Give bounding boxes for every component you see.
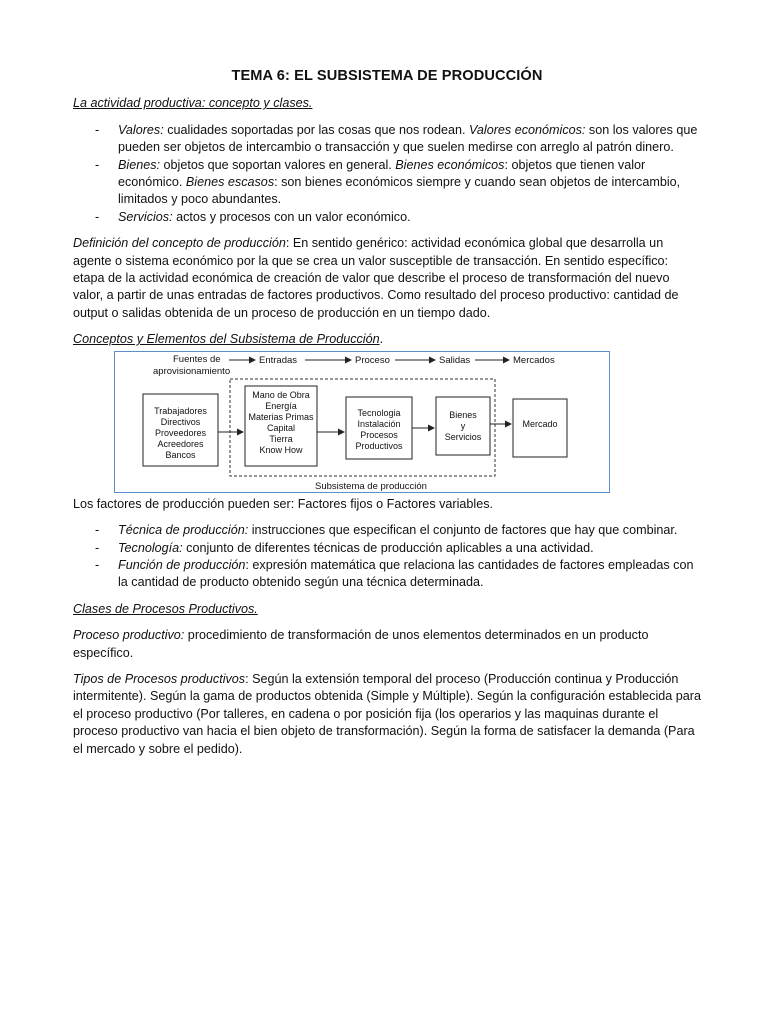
section-heading-conceptos — [73, 331, 701, 348]
list-valores-bienes-servicios — [73, 122, 701, 226]
box2-line-5: Know How — [259, 444, 303, 455]
box2-line-4: Tierra — [269, 433, 293, 444]
term: Técnica de producción: — [118, 523, 249, 538]
box2-line-1: Energía — [265, 400, 297, 411]
term: Proceso productivo: — [73, 628, 185, 643]
text: instrucciones que especifican el conjunto de factores que hay que combinar. — [248, 523, 678, 538]
factors-paragraph: Los factores de producción pueden ser: Factores fijos o Factores variables. — [73, 496, 494, 511]
text: cualidades soportadas por las cosas que nos rodean. — [163, 122, 469, 137]
box3-line-3: Productivos — [355, 440, 403, 451]
section-heading-actividad — [73, 95, 701, 112]
heading-suffix: . — [379, 332, 384, 347]
label-proceso: Proceso — [355, 354, 390, 366]
box4-line-1: y — [460, 420, 466, 431]
proceso-paragraph — [73, 627, 701, 662]
definition-paragraph — [73, 235, 701, 322]
box1-line-2: Proveedores — [154, 427, 207, 438]
text: actos y procesos con un valor económico. — [172, 209, 411, 224]
term: Valores: — [118, 122, 164, 137]
list-item-funcion — [73, 557, 701, 592]
document-body — [73, 68, 701, 767]
box2-line-3: Capital — [266, 422, 296, 433]
term: Tipos de Procesos productivos — [73, 671, 246, 686]
term: Tecnología: — [118, 540, 183, 555]
label-fuentes-line2: aprovisionamiento — [153, 365, 231, 377]
term: Servicios: — [118, 209, 173, 224]
text: : En sentido genérico: actividad económica global que desarrolla un agente o sistema económico por la que se crea un valor susceptible de transacción. En sentido específico: etapa de la actividad económica de creación de valor que describe el proceso de transformación del nuevo valor, a partir de unas entradas de factores productivos. Como resultado del proceso productivo: cantidad de output o salidas obtenida de un proceso de producción en un tiempo dado. — [73, 236, 679, 320]
box1-line-1: Directivos — [160, 416, 201, 427]
section-heading-clases — [73, 601, 701, 618]
box2-line-0: Mano de Obra — [252, 389, 310, 400]
term: Bienes económicos — [395, 157, 505, 172]
label-salidas: Salidas — [439, 354, 471, 366]
heading-text: Conceptos y Elementos del Subsistema de Producción — [73, 332, 380, 347]
box2-line-2: Materias Primas — [248, 411, 314, 422]
production-subsystem-diagram — [114, 351, 610, 493]
term: Valores económicos: — [468, 122, 586, 137]
label-mercados: Mercados — [513, 354, 555, 366]
box5-line-0: Mercado — [522, 418, 558, 429]
box3-line-2: Procesos — [360, 429, 398, 440]
list-item-bienes — [73, 157, 701, 209]
text: : Según la extensión temporal del proceso (Producción continua y Producción intermitente). Según la gama de productos obtenida (Simple y Múltiple). Según la configuración establecida para el proceso productivo (Por talleres, en cadena o por posición fija (los operarios y las maquinas durante el proceso productivo van hacia el bien objeto de transformación). Según la forma de satisfacer la demanda (Para el mercado y sobre el pedido). — [73, 671, 701, 756]
box4-line-0: Bienes — [449, 409, 477, 420]
heading-text: Clases de Procesos Productivos. — [73, 601, 258, 616]
box1-line-4: Bancos — [165, 449, 196, 460]
text: : son bienes económicos siempre y cuando sean objetos de intercambio, limitados y poco abundantes. — [118, 175, 681, 207]
diagram-svg — [115, 352, 609, 492]
term: Bienes escasos — [185, 175, 275, 190]
label-subsistema: Subsistema de producción — [315, 480, 427, 492]
label-fuentes-line1: Fuentes de — [173, 353, 221, 365]
text: objetos que soportan valores en general. — [160, 157, 396, 172]
term: Bienes: — [118, 157, 161, 172]
box1-line-3: Acreedores — [157, 438, 204, 449]
text: : objetos que tienen valor económico. — [118, 157, 646, 190]
text: conjunto de diferentes técnicas de producción aplicables a una actividad. — [182, 540, 594, 555]
heading-text: La actividad productiva: concepto y clases. — [73, 96, 313, 111]
document-title: TEMA 6: EL SUBSISTEMA DE PRODUCCIÓN — [231, 68, 543, 84]
box1-line-0: Trabajadores — [154, 405, 207, 416]
list-tecnica — [73, 522, 701, 592]
term: Función de producción — [118, 557, 246, 572]
label-entradas: Entradas — [259, 354, 298, 366]
box3-line-1: Instalación — [357, 418, 401, 429]
term: Definición del concepto de producción — [73, 236, 286, 251]
text: : expresión matemática que relaciona las cantidades de factores empleadas con la cantidad de producto obtenido según una técnica determinada. — [118, 557, 694, 590]
box4-line-2: Servicios — [444, 431, 482, 442]
tipos-paragraph — [73, 671, 701, 758]
box3-line-0: Tecnologia — [357, 407, 401, 418]
text: procedimiento de transformación de unos elementos determinados en un producto específico. — [73, 628, 649, 660]
list-item-servicios — [73, 209, 701, 226]
list-item-valores — [73, 122, 701, 157]
list-item-tecnica — [73, 522, 701, 539]
list-item-tecnologia — [73, 540, 701, 557]
text: son los valores que pueden ser objetos de intercambio o transacción y que suelen medirse con arreglo al patrón dinero. — [118, 122, 698, 155]
